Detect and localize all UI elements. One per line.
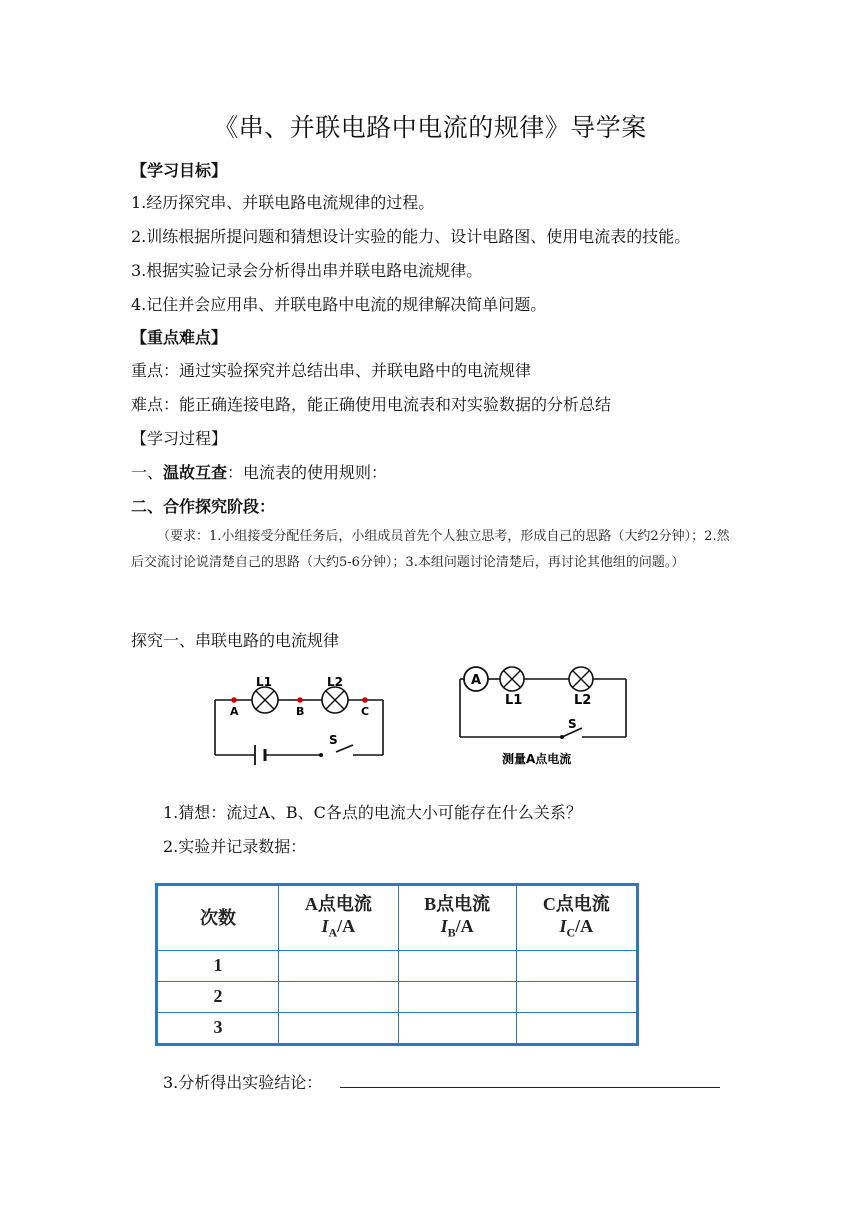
keypoint-text: 重点：通过实验探究并总结出串、并联电路中的电流规律: [131, 361, 532, 380]
explore-heading: 二、合作探究阶段：: [131, 497, 276, 516]
experiment-text: 2.实验并记录数据：: [163, 837, 307, 856]
ammeter-circuit-svg: [452, 660, 642, 775]
review-line: [131, 460, 387, 483]
objectives-heading: 【学习目标】: [131, 161, 228, 180]
series-circuit-diagram: [205, 668, 405, 782]
requirements-text: （要求：1.小组接受分配任务后，小组成员首先个人独立思考，形成自己的思路（大约2分钟）；2.然后交流讨论说清楚自己的思路（大约5-6分钟）；3.本组问题讨论清楚后，再讨论其他组的问题。）: [131, 529, 730, 570]
header-a-unit: $I_A/A$: [321, 915, 356, 940]
switch-contact: [560, 735, 564, 739]
diagram-caption: 测量A点电流: [502, 752, 572, 766]
objective-4: 4.记住并会应用串、并联电路中电流的规律解决简单问题。: [131, 295, 547, 314]
lamp2-label: L2: [327, 675, 343, 689]
row-number: 3: [157, 1012, 279, 1044]
header-c-current: C点电流 $I_C/A$: [516, 885, 637, 951]
review-bold: 温故互查: [163, 463, 228, 482]
lamp1-symbol: [252, 687, 278, 713]
table-cell[interactable]: [516, 951, 637, 982]
objective-1: 1.经历探究串、并联电路电流规律的过程。: [131, 193, 435, 212]
row-number: 2: [157, 981, 279, 1012]
row-number: 1: [157, 951, 279, 982]
table-row: [157, 981, 638, 1012]
table-header-row: [157, 885, 638, 951]
table-row: [157, 1012, 638, 1044]
data-table: [155, 883, 639, 1046]
table-cell[interactable]: [279, 1012, 399, 1044]
ammeter-circuit-diagram: [452, 660, 642, 779]
table-cell[interactable]: [398, 951, 516, 982]
lamp2-label: L2: [574, 693, 592, 708]
difficulty-text: 难点：能正确连接电路，能正确使用电流表和对实验数据的分析总结: [131, 395, 612, 414]
conclusion-label: 3.分析得出实验结论：: [163, 1073, 323, 1092]
lamp1-label: L1: [505, 693, 523, 708]
ammeter-label: A: [470, 673, 482, 688]
header-c-unit: $I_C/A$: [559, 915, 594, 940]
keypoints-heading: 【重点难点】: [131, 328, 228, 347]
lamp1-label: L1: [256, 675, 272, 689]
lamp1-symbol: [500, 667, 524, 691]
header-count: 次数: [157, 885, 279, 951]
page-title: 《串、并联电路中电流的规律》导学案: [213, 113, 647, 142]
table-cell[interactable]: [516, 1012, 637, 1044]
lamp2-symbol: [569, 667, 593, 691]
switch-label: S: [568, 717, 577, 731]
table-cell[interactable]: [279, 951, 399, 982]
table-cell[interactable]: [516, 981, 637, 1012]
header-a-current: A点电流 $I_A/A$: [279, 885, 399, 951]
point-a-dot: [231, 697, 237, 703]
switch-label: S: [329, 733, 338, 747]
switch-contact: [319, 753, 323, 757]
point-c-label: C: [361, 705, 370, 718]
header-b-unit: $I_B/A$: [440, 915, 474, 940]
conclusion-answer-line[interactable]: [340, 1087, 720, 1088]
table-row: [157, 951, 638, 982]
battery-symbol: [255, 745, 265, 765]
header-b-current: B点电流 $I_B/A$: [398, 885, 516, 951]
point-b-label: B: [296, 705, 305, 718]
point-b-dot: [297, 697, 303, 703]
inquiry1-heading: 探究一、串联电路的电流规律: [131, 631, 340, 650]
point-c-dot: [362, 697, 368, 703]
guess-text: 1.猜想：流过A、B、C各点的电流大小可能存在什么关系？: [163, 803, 582, 822]
review-rest: ：电流表的使用规则：: [227, 463, 388, 482]
objective-2: 2.训练根据所提问题和猜想设计实验的能力、设计电路图、使用电流表的技能。: [131, 227, 691, 246]
table-cell[interactable]: [398, 1012, 516, 1044]
review-prefix: 一、: [131, 463, 164, 482]
ammeter-symbol: [464, 667, 488, 691]
process-heading: 【学习过程】: [131, 429, 228, 448]
lamp2-symbol: [322, 687, 348, 713]
table-cell[interactable]: [398, 981, 516, 1012]
series-circuit-svg: [205, 668, 405, 778]
table-cell[interactable]: [279, 981, 399, 1012]
objective-3: 3.根据实验记录会分析得出串并联电路电流规律。: [131, 261, 483, 280]
point-a-label: A: [230, 705, 239, 718]
